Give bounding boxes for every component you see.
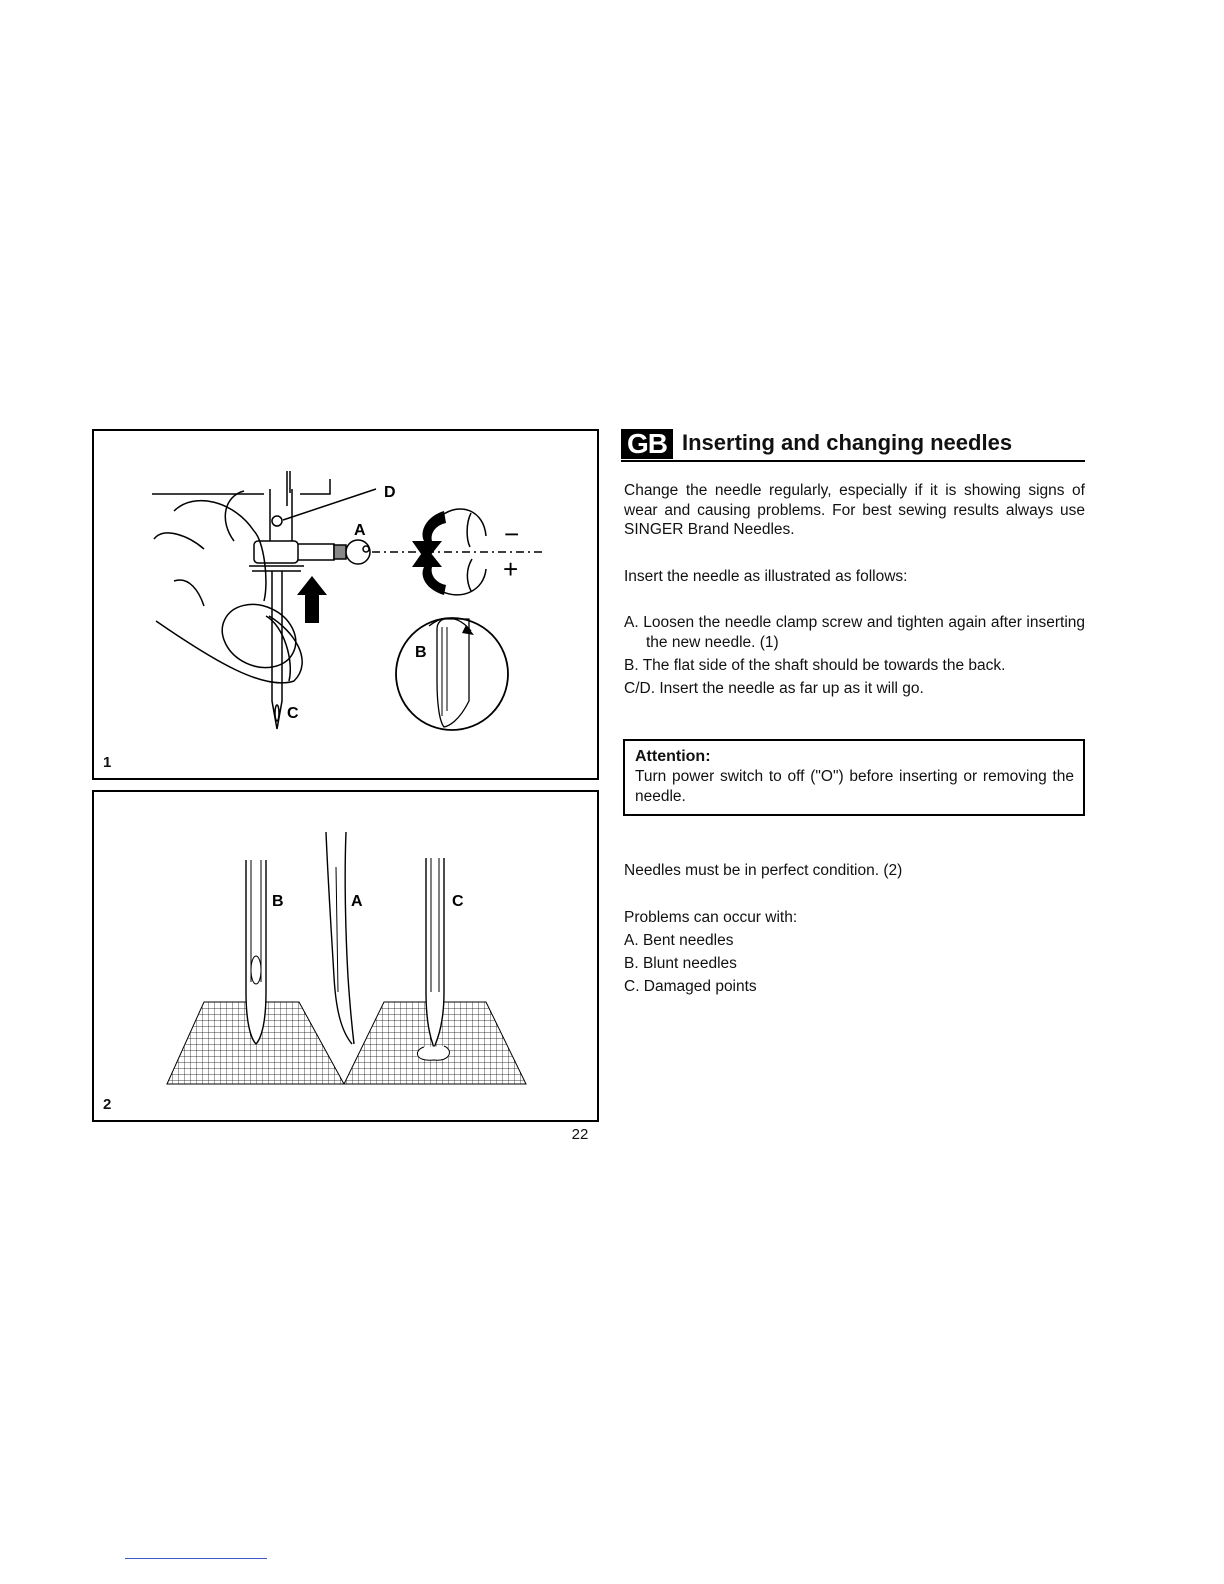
label-c: C xyxy=(452,893,464,910)
figure-number: 1 xyxy=(103,754,112,771)
attention-title: Attention: xyxy=(635,748,711,765)
label-a: A xyxy=(354,522,366,539)
step-text: Insert the needle as far up as it will go. xyxy=(659,680,924,697)
figure-2-needle-conditions xyxy=(92,790,599,1122)
step-a xyxy=(624,613,1085,652)
label-d: D xyxy=(384,484,396,501)
intro-paragraph: Change the needle regularly, especially if it is showing signs of wear and causing problems. For best sewing results always use SINGER Brand Needles. xyxy=(624,482,1085,538)
step-text: The flat side of the shaft should be towards the back. xyxy=(642,657,1006,674)
condition-note: Needles must be in perfect condition. (2) xyxy=(624,862,903,879)
label-b: B xyxy=(272,893,284,910)
step-cd xyxy=(624,679,1085,699)
step-marker: A. xyxy=(624,614,639,631)
insert-intro: Insert the needle as illustrated as follows: xyxy=(624,568,908,585)
page-number: 22 xyxy=(571,1126,589,1143)
label-c: C xyxy=(287,705,299,722)
step-text: Loosen the needle clamp screw and tighten again after inserting the new needle. (1) xyxy=(643,614,1086,651)
problem-item-damaged: C. Damaged points xyxy=(624,978,757,995)
label-a: A xyxy=(351,893,363,910)
needle-conditions-illustration xyxy=(94,792,596,1119)
minus-sign: − xyxy=(504,519,520,549)
problem-item-bent: A. Bent needles xyxy=(624,932,734,949)
attention-box xyxy=(623,739,1085,816)
problem-item-blunt: B. Blunt needles xyxy=(624,955,737,972)
step-b xyxy=(624,656,1085,676)
label-b: B xyxy=(415,644,427,661)
step-marker: B. xyxy=(624,657,639,674)
plus-sign: + xyxy=(503,554,519,584)
step-marker: C/D. xyxy=(624,680,655,697)
needle-clamp-illustration xyxy=(94,431,596,777)
section-title: Inserting and changing needles xyxy=(682,430,1013,455)
figure-number: 2 xyxy=(103,1096,112,1113)
section-header xyxy=(621,427,1085,462)
figure-1-needle-insertion xyxy=(92,429,599,780)
language-badge: GB xyxy=(621,429,673,459)
attention-text: Turn power switch to off ("O") before inserting or removing the needle. xyxy=(635,768,1074,805)
problems-intro: Problems can occur with: xyxy=(624,909,798,926)
footer-rule xyxy=(125,1558,267,1559)
